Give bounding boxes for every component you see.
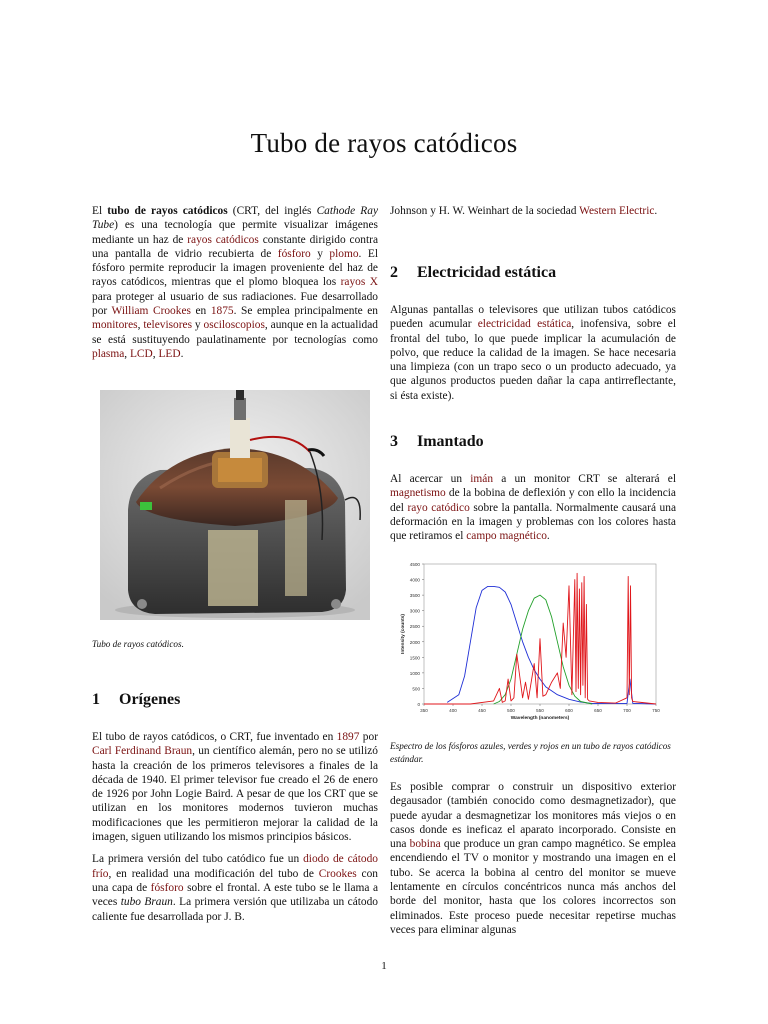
link-diodo-catodo-frio[interactable]: diodo de cátodo frío: [92, 853, 378, 880]
x-tick-label: 450: [478, 708, 486, 713]
y-tick-label: 2500: [409, 624, 420, 630]
link-bobina[interactable]: bobina: [409, 838, 441, 851]
y-tick-label: 3000: [409, 608, 420, 614]
y-axis-label: Intensity (counts): [401, 614, 406, 654]
section-heading-origenes: 1 Orígenes: [92, 691, 181, 708]
link-rayo-catodico[interactable]: rayo catódico: [407, 501, 470, 514]
phosphor-spectrum-chart: [398, 558, 660, 726]
link-magnetismo[interactable]: magnetismo: [390, 487, 446, 500]
y-tick-label: 500: [412, 686, 420, 692]
link-osciloscopios[interactable]: osciloscopios: [203, 319, 265, 332]
y-tick-label: 3500: [409, 593, 420, 599]
origenes-paragraph-1: El tubo de rayos catódicos, o CRT, fue inventado en 1897 por Carl Ferdinand Braun, un científico alemán, pero no se utilizó hasta la creación de los primeros televisores a finales de la década de 1940. El primer televisor fue creado el 26 de enero de 1926 por John Logie Baird. A pesar de que los CRT que se utilizan en los monitores modernos tuvieron muchas modificaciones que les permitieron mejorar la calidad de la imagen, siguen utilizando los mismos principios básicos.: [92, 731, 378, 844]
link-rayos-x[interactable]: rayos X: [340, 276, 378, 289]
x-tick-label: 500: [507, 708, 515, 713]
y-tick-label: 0: [417, 702, 420, 707]
y-tick-label: 2000: [409, 639, 420, 645]
page-number: 1: [381, 960, 387, 972]
link-rayos-catodicos[interactable]: rayos catódicos: [187, 233, 259, 246]
link-fosforo-2[interactable]: fósforo: [150, 881, 184, 894]
link-carl-ferdinand-braun[interactable]: Carl Ferdinand Braun: [92, 745, 193, 758]
x-axis-label: Wavelength (nanometers): [510, 716, 570, 721]
link-campo-magnetico[interactable]: campo magnético: [466, 530, 547, 543]
link-led[interactable]: LED: [158, 347, 181, 360]
electricidad-body: [390, 303, 676, 403]
link-crookes[interactable]: Crookes: [318, 867, 357, 880]
left-column: [92, 204, 378, 361]
origenes-body: [92, 730, 378, 924]
section-heading-imantado: 3 Imantado: [390, 433, 484, 450]
x-tick-label: 700: [623, 708, 631, 713]
chart-caption: Espectro de los fósforos azules, verdes y rojos en un tubo de rayos catódicos estándar.: [390, 741, 671, 764]
x-tick-label: 750: [652, 708, 660, 713]
link-electricidad-estatica[interactable]: electricidad estática: [477, 318, 572, 331]
crt-tube-photo: [100, 390, 370, 620]
page-title: Tubo de rayos catódicos: [250, 128, 518, 159]
link-1875[interactable]: 1875: [210, 305, 234, 318]
link-lcd[interactable]: LCD: [129, 347, 153, 360]
right-column-top: [390, 204, 676, 218]
y-tick-label: 4000: [409, 577, 420, 583]
imantado-paragraph: Al acercar un imán a un monitor CRT se alterará el magnetismo de la bobina de deflexión y con ello la incidencia del rayo catódico sobre la pantalla. Normalmente causará una deformación en la imagen y problemas con los colores hasta que retiramos el campo magnético.: [390, 473, 676, 543]
link-monitores[interactable]: monitores: [92, 319, 138, 332]
x-tick-label: 600: [565, 708, 573, 713]
section-heading-electricidad: 2 Electricidad estática: [390, 264, 557, 281]
y-tick-label: 4500: [409, 562, 420, 567]
x-tick-label: 650: [594, 708, 602, 713]
origenes-paragraph-2: La primera versión del tubo catódico fue un diodo de cátodo frío, en realidad una modificación del tubo de Crookes con una capa de fósforo sobre el frontal. A este tubo se le llama a veces tubo Braun. La primera versión que utilizaba un cátodo caliente fue desarrollada por J. B.: [92, 853, 379, 923]
x-tick-label: 400: [449, 708, 457, 713]
plot-area: [424, 564, 656, 704]
degauss-paragraph: Es posible comprar o construir un dispositivo exterior degausador (también conocido como desmagnetizador), que puede ayudar a desmagnetizar los monitores más viejos o en casos donde es ineficaz el aparato incorporado. Consiste en una bobina que produce un gran campo magnético. Se emplea encendiendo el TV o monitor y mostrando una imagen en el tubo. Se acerca la bobina al centro del monitor se mueve lentamente en círculos concéntricos nunca más anchos del borde del monitor, hasta que los colores incorrectos son eliminados. Este proceso puede necesitar repetirse muchas veces para eliminar algunas: [390, 781, 676, 936]
x-tick-label: 350: [420, 708, 428, 713]
link-televisores[interactable]: televisores: [143, 319, 193, 332]
link-iman[interactable]: imán: [470, 473, 494, 485]
link-william-crookes[interactable]: William Crookes: [111, 305, 191, 318]
electricidad-paragraph: Algunas pantallas o televisores que utilizan tubos catódicos pueden acumular electricidad estática, inofensiva, sobre el frontal del tubo, lo que puede implicar la acumulación de polvo, que reduce la calidad de la imagen. Se hace necesaria una limpieza (con un trapo seco o un producto adecuado, ya que algunos productos pueden dañar la capa antirreflectante, si ésta existe).: [390, 304, 677, 402]
y-tick-label: 1000: [409, 670, 420, 676]
link-plomo[interactable]: plomo: [329, 247, 359, 260]
degauss-body: [390, 780, 676, 937]
link-fosforo[interactable]: fósforo: [277, 247, 311, 260]
photo-caption: Tubo de rayos catódicos.: [92, 639, 184, 649]
link-plasma[interactable]: plasma: [92, 347, 125, 360]
intro-paragraph: El tubo de rayos catódicos (CRT, del inglés Cathode Ray Tube) es una tecnología que permite visualizar imágenes mediante un haz de rayos catódicos constante dirigido contra una pantalla de vidrio recubierta de fósforo y plomo. El fósforo permite reproducir la imagen proveniente del haz de rayos catódicos, mientras que el plomo bloquea los rayos X para proteger al usuario de sus radiaciones. Fue desarrollado por William Crookes en 1875. Se emplea principalmente en monitores, televisores y osciloscopios, aunque en la actualidad se está sustituyendo paulatinamente por tecnologías como plasma, LCD, LED.: [92, 205, 379, 360]
link-western-electric[interactable]: Western Electric: [579, 205, 655, 217]
x-tick-label: 550: [536, 708, 544, 713]
link-1897[interactable]: 1897: [336, 731, 360, 743]
imantado-body: [390, 472, 676, 543]
continuation-paragraph: Johnson y H. W. Weinhart de la sociedad Western Electric.: [390, 205, 658, 217]
y-tick-label: 1500: [409, 655, 420, 661]
